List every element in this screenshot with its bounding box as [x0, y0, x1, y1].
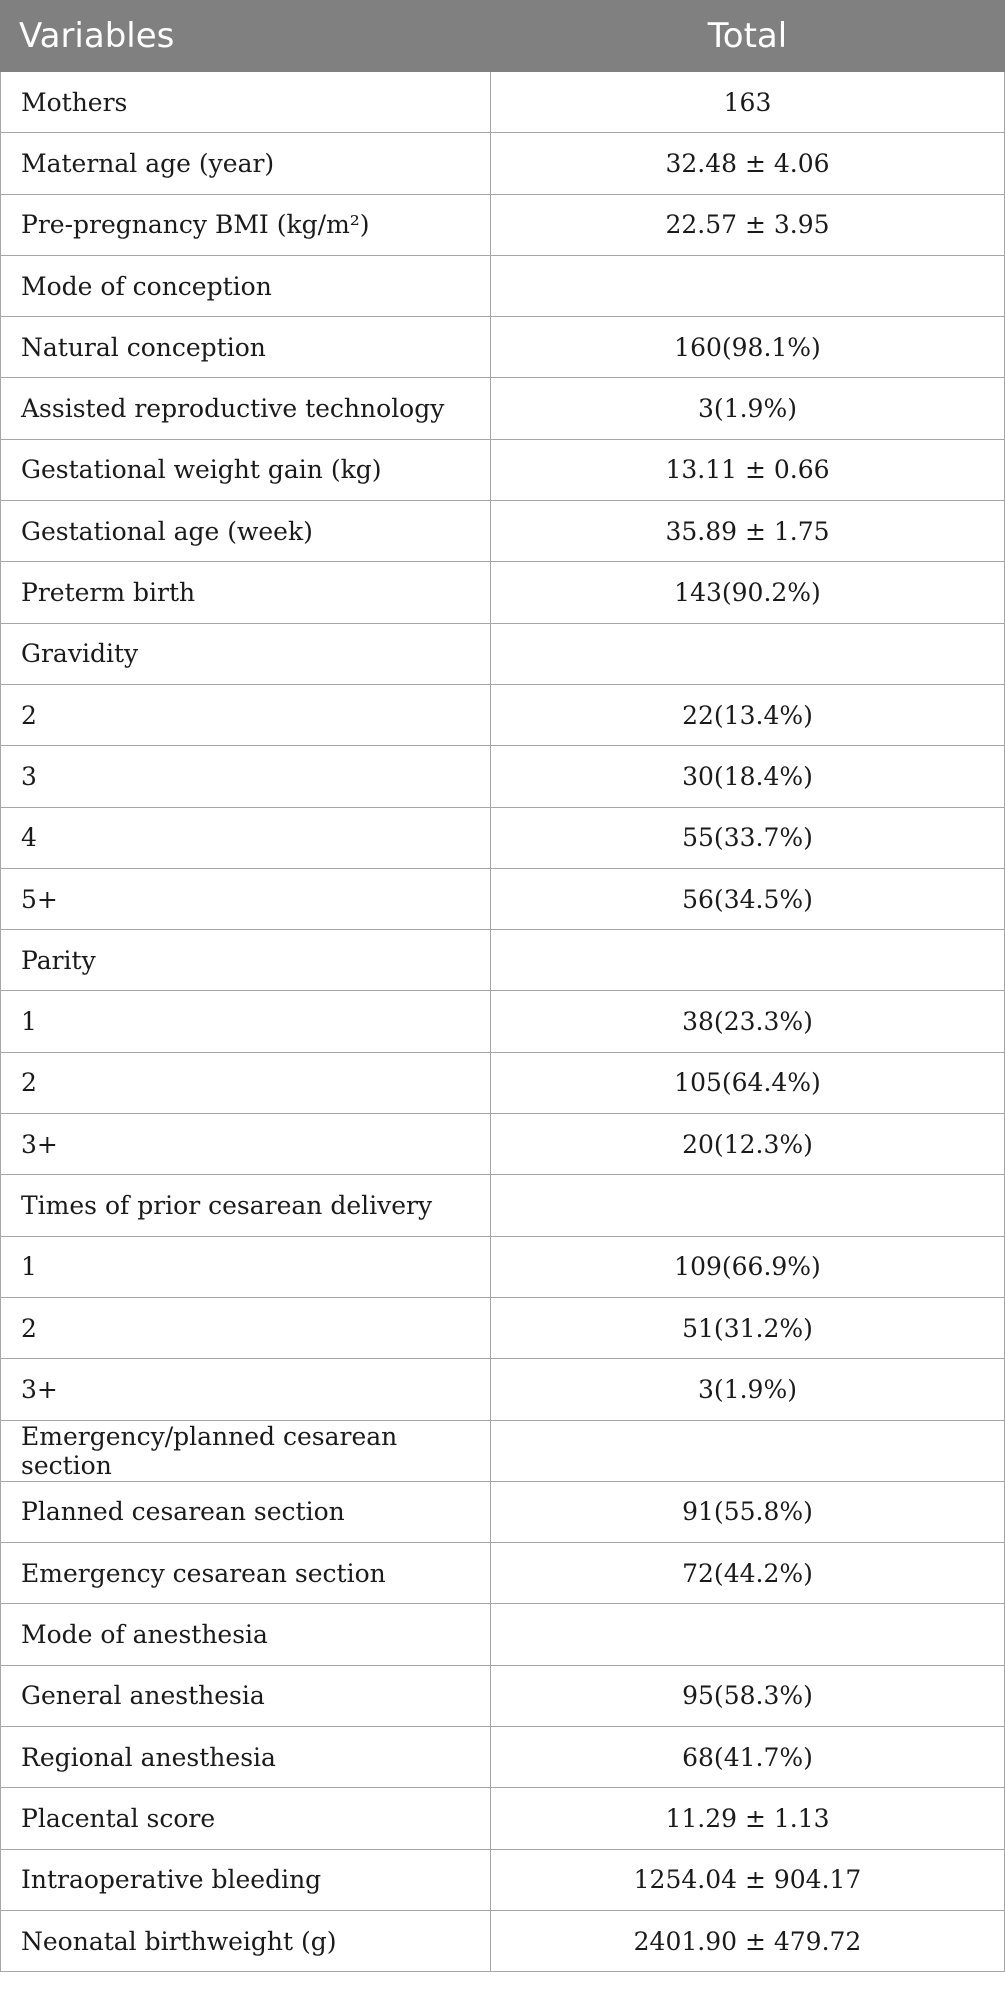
table-row — [1, 746, 1005, 807]
table-row — [1, 1359, 1005, 1420]
row-variable: Gravidity — [1, 623, 491, 684]
row-total: 22.57 ± 3.95 — [491, 194, 1005, 255]
row-variable: 3 — [1, 746, 491, 807]
row-variable: Mode of conception — [1, 255, 491, 316]
table-row — [1, 133, 1005, 194]
row-variable: Planned cesarean section — [1, 1481, 491, 1542]
table-header — [1, 1, 1005, 72]
row-total: 13.11 ± 0.66 — [491, 439, 1005, 500]
table-row — [1, 1849, 1005, 1910]
table-row — [1, 255, 1005, 316]
row-total: 51(31.2%) — [491, 1297, 1005, 1358]
table-row — [1, 868, 1005, 929]
row-total: 11.29 ± 1.13 — [491, 1788, 1005, 1849]
row-total — [491, 930, 1005, 991]
row-variable: Intraoperative bleeding — [1, 1849, 491, 1910]
table-row — [1, 991, 1005, 1052]
row-total — [491, 1420, 1005, 1481]
row-variable: 3+ — [1, 1359, 491, 1420]
row-total: 56(34.5%) — [491, 868, 1005, 929]
row-variable: Mothers — [1, 72, 491, 133]
row-variable: Gestational weight gain (kg) — [1, 439, 491, 500]
table-row — [1, 1543, 1005, 1604]
table-row — [1, 378, 1005, 439]
row-variable: Placental score — [1, 1788, 491, 1849]
row-total: 55(33.7%) — [491, 807, 1005, 868]
row-variable: Regional anesthesia — [1, 1727, 491, 1788]
table-row — [1, 930, 1005, 991]
row-variable: 1 — [1, 991, 491, 1052]
table-row — [1, 1236, 1005, 1297]
table-row — [1, 1481, 1005, 1542]
row-variable: 2 — [1, 684, 491, 745]
row-variable: 2 — [1, 1052, 491, 1113]
table-row — [1, 807, 1005, 868]
table-row — [1, 72, 1005, 133]
row-variable: Emergency/planned cesarean section — [1, 1420, 491, 1481]
table-row — [1, 1052, 1005, 1113]
row-total: 38(23.3%) — [491, 991, 1005, 1052]
row-variable: 4 — [1, 807, 491, 868]
row-variable: Assisted reproductive technology — [1, 378, 491, 439]
table-row — [1, 1297, 1005, 1358]
row-total: 2401.90 ± 479.72 — [491, 1910, 1005, 1971]
header-variables: Variables — [1, 1, 491, 72]
table-row — [1, 194, 1005, 255]
row-variable: Neonatal birthweight (g) — [1, 1910, 491, 1971]
table-row — [1, 684, 1005, 745]
row-variable: Emergency cesarean section — [1, 1543, 491, 1604]
table-row — [1, 623, 1005, 684]
row-variable: 5+ — [1, 868, 491, 929]
row-total: 163 — [491, 72, 1005, 133]
table-row — [1, 317, 1005, 378]
row-total: 109(66.9%) — [491, 1236, 1005, 1297]
table-row — [1, 562, 1005, 623]
header-row — [1, 1, 1005, 72]
row-variable: Gestational age (week) — [1, 501, 491, 562]
row-variable: Parity — [1, 930, 491, 991]
row-variable: 3+ — [1, 1114, 491, 1175]
row-variable: Natural conception — [1, 317, 491, 378]
row-total: 105(64.4%) — [491, 1052, 1005, 1113]
row-total — [491, 623, 1005, 684]
row-total: 143(90.2%) — [491, 562, 1005, 623]
row-total: 32.48 ± 4.06 — [491, 133, 1005, 194]
table-row — [1, 501, 1005, 562]
row-variable: 1 — [1, 1236, 491, 1297]
row-total: 91(55.8%) — [491, 1481, 1005, 1542]
row-total: 95(58.3%) — [491, 1665, 1005, 1726]
table-row — [1, 439, 1005, 500]
row-variable: Preterm birth — [1, 562, 491, 623]
header-total: Total — [491, 1, 1005, 72]
table-row — [1, 1604, 1005, 1665]
row-variable: Mode of anesthesia — [1, 1604, 491, 1665]
row-total — [491, 1604, 1005, 1665]
row-variable: Maternal age (year) — [1, 133, 491, 194]
table-body — [1, 72, 1005, 1972]
row-total: 30(18.4%) — [491, 746, 1005, 807]
table-row — [1, 1175, 1005, 1236]
row-total: 35.89 ± 1.75 — [491, 501, 1005, 562]
table-row — [1, 1114, 1005, 1175]
row-variable: Pre-pregnancy BMI (kg/m²) — [1, 194, 491, 255]
row-variable: General anesthesia — [1, 1665, 491, 1726]
row-total: 72(44.2%) — [491, 1543, 1005, 1604]
row-total — [491, 255, 1005, 316]
table-row — [1, 1910, 1005, 1971]
row-total: 22(13.4%) — [491, 684, 1005, 745]
row-total: 160(98.1%) — [491, 317, 1005, 378]
row-total — [491, 1175, 1005, 1236]
table-row — [1, 1665, 1005, 1726]
row-total: 1254.04 ± 904.17 — [491, 1849, 1005, 1910]
row-total: 3(1.9%) — [491, 1359, 1005, 1420]
row-variable: 2 — [1, 1297, 491, 1358]
table-row — [1, 1420, 1005, 1481]
row-variable: Times of prior cesarean delivery — [1, 1175, 491, 1236]
row-total: 20(12.3%) — [491, 1114, 1005, 1175]
row-total: 68(41.7%) — [491, 1727, 1005, 1788]
table-row — [1, 1727, 1005, 1788]
row-total: 3(1.9%) — [491, 378, 1005, 439]
table-row — [1, 1788, 1005, 1849]
